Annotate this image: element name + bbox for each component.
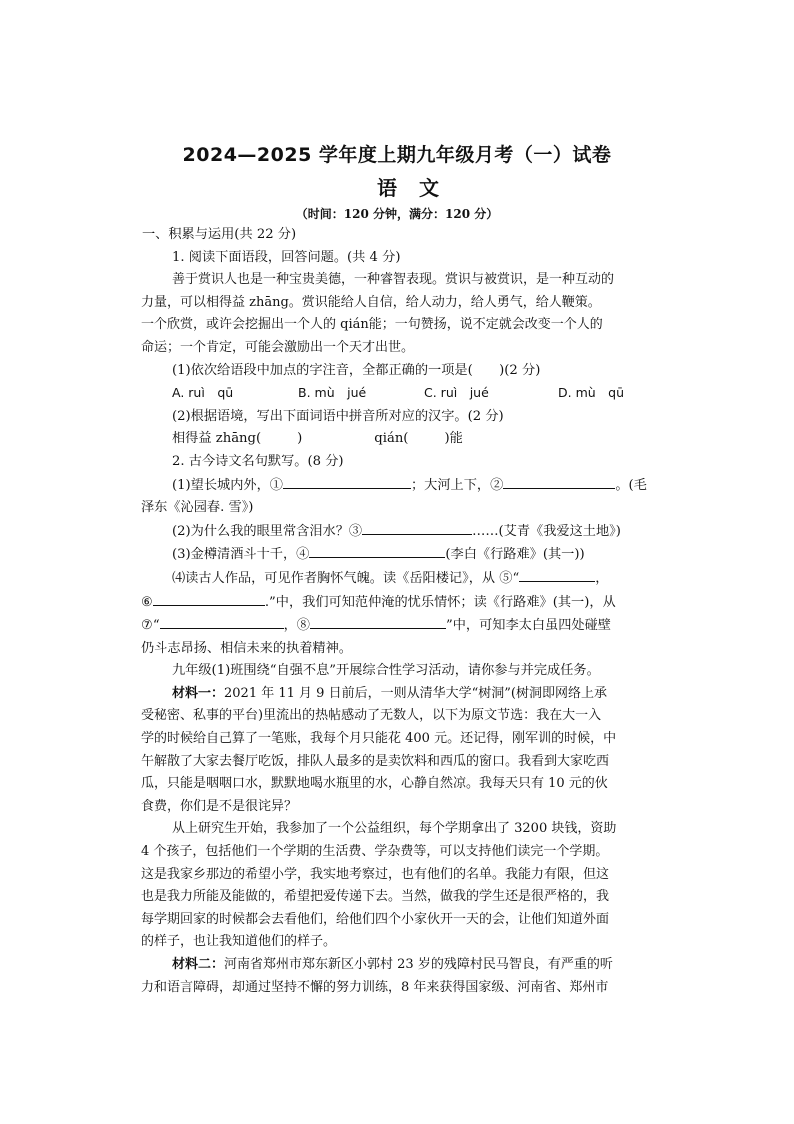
word-qian-close: )能 [444,431,463,447]
poem-text: ， [595,570,609,586]
poem-text: 。(毛 [615,477,647,493]
blank-7[interactable] [160,614,284,629]
passage-line: 命运；一个肯定，可能会激励出一个天才出世。 [141,339,415,355]
material-1-para2: 也是我力所能及能做的，希望把爱传递下去。当然，做我的学生还是很严格的，我 [141,889,610,905]
poem-text: ，⑧ [283,618,310,634]
material-1-para2: 的样子，也让我知道他们的样子。 [141,934,337,950]
passage-line: 一个欣赏，或许会挖掘出一个人的 qián能；一句赞扬，说不定就会改变一个人的 [141,317,603,333]
material-2-line [145,954,705,977]
poem-text: ⑦“ [141,618,160,634]
poem-text: (3)金樽清酒斗十千，④ [172,547,310,563]
poem-text: ⑥ [141,594,153,610]
question-1-sub1: (1)依次给语段中加点的字注音，全都正确的一项是( )(2 分) [172,362,541,378]
blank-6[interactable] [153,591,265,606]
poem-line-3 [145,543,705,567]
material-2-line: 力和语言障碍，却通过坚持不懈的努力训练，8 年来获得国家级、河南省、郑州市 [141,979,609,995]
poem-text: .”中，我们可知范仲淹的忧乐情怀；读《行路难》(其一)，从 [264,594,616,610]
option-d[interactable]: D. mù qū [558,385,625,401]
exam-content [141,224,705,999]
word-zhang: 相得益 zhāng( [172,431,262,447]
poem-text: (1)望长城内外，① [172,477,283,493]
blank-1[interactable] [283,474,411,489]
blank-4[interactable] [309,543,445,558]
poem-text: ；大河上下，② [411,477,504,493]
material-1-line: 食费，你们是不是很诧异？ [141,798,298,814]
blank-8[interactable] [310,614,446,629]
passage-line: 善于赏识人也是一种宝贵美德，一种睿智表现。赏识与被赏识，是一种互动的 [172,272,615,288]
question-1-stem: 1. 阅读下面语段，回答问题。(共 4 分) [172,249,401,265]
material-1-para2: 这是我家乡那边的希望小学，我实地考察过，也有他们的名单。我能力有限，但这 [141,866,610,882]
options-row [145,382,705,406]
material-1-line: 瓜，只能是咽咽口水，默默地喝水瓶里的水，心静自然凉。我每天只有 10 元的伙 [141,776,608,792]
poem-line-2 [145,520,705,544]
poem-text: ”中，可知李太白虽四处碰壁 [445,618,611,634]
subject-title: 语文 [377,176,461,200]
poem-text: ⑷读古人作品，可见作者胸怀气魄。读《岳阳楼记》，从 ⑤“ [172,570,520,586]
material-1-para2: 从上研究生开始，我参加了一个公益组织，每个学期拿出了 3200 块钱，资助 [172,821,617,837]
poem-line-5 [141,591,705,615]
option-c[interactable]: C. ruì jué [424,385,489,401]
option-b[interactable]: B. mù jué [298,385,367,401]
activity-intro: 九年级(1)班围绕“自强不息”开展综合性学习活动，请你参与并完成任务。 [172,663,600,679]
poem-text: (2)为什么我的眼里常含泪水？③ [172,523,363,539]
material-text: 河南省郑州市郑东新区小郭村 23 岁的残障村民马智良，有严重的听 [224,957,613,972]
blank-5[interactable] [519,567,595,582]
question-1-sub2: (2)根据语境，写出下面词语中拼音所对应的汉字。(2 分) [172,408,504,424]
exam-title: 2024—2025 学年度上期九年级月考（一）试卷 [182,144,612,166]
poem-text: (李白《行路难》(其一)) [445,547,585,563]
material-text: 2021 年 11 月 9 日前后，一则从清华大学“树洞”(树洞即网络上承 [224,685,607,701]
poem-line-6 [141,614,705,638]
word-zhang-close: ) [297,431,303,447]
poem-line-1 [145,474,705,498]
option-a[interactable]: A. ruì qū [172,385,234,401]
material-1-para2: 4 个孩子，包括他们一个学期的生活费、学杂费等，可以支持他们读完一个学期。 [141,844,609,860]
material-1-para2: 每学期回家的时候都会去看他们，给他们四个小家伙开一天的会，让他们知道外面 [141,911,610,927]
material-2-label: 材料二： [172,957,225,972]
question-2-stem: 2. 古今诗文名句默写。(8 分) [172,453,344,469]
material-1-label: 材料一： [172,685,225,701]
poem-source: 泽东《沁园春. 雪》) [141,500,254,516]
poem-text: ……(艾青《我爱这土地》) [472,523,621,539]
word-qian: qián( [374,431,409,447]
poem-line-7: 仍斗志昂扬、相信未来的执着精神。 [141,640,352,656]
time-info: （时间：120 分钟，满分：120 分） [295,207,499,221]
passage-line: 力量，可以相得益 zhāng。赏识能给人自信，给人动力，给人勇气，给人鞭策。 [141,294,601,310]
material-1-line: 学的时候给自己算了一笔账，我每个月只能花 400 元。还记得，刚军训的时候，中 [141,731,617,747]
material-1-line: 受秘密、私事的平台)里流出的热帖感动了无数人，以下为原文节选：我在大一入 [141,708,602,724]
material-1-line: 午解散了大家去餐厅吃饭，排队人最多的是卖饮料和西瓜的窗口。我看到大家吃西 [141,753,610,769]
blank-2[interactable] [503,474,615,489]
word-fill-row [145,428,705,451]
poem-line-4 [145,567,705,591]
material-1-line [145,683,705,706]
section-heading: 一、积累与运用(共 22 分) [142,227,297,242]
blank-3[interactable] [362,520,472,535]
